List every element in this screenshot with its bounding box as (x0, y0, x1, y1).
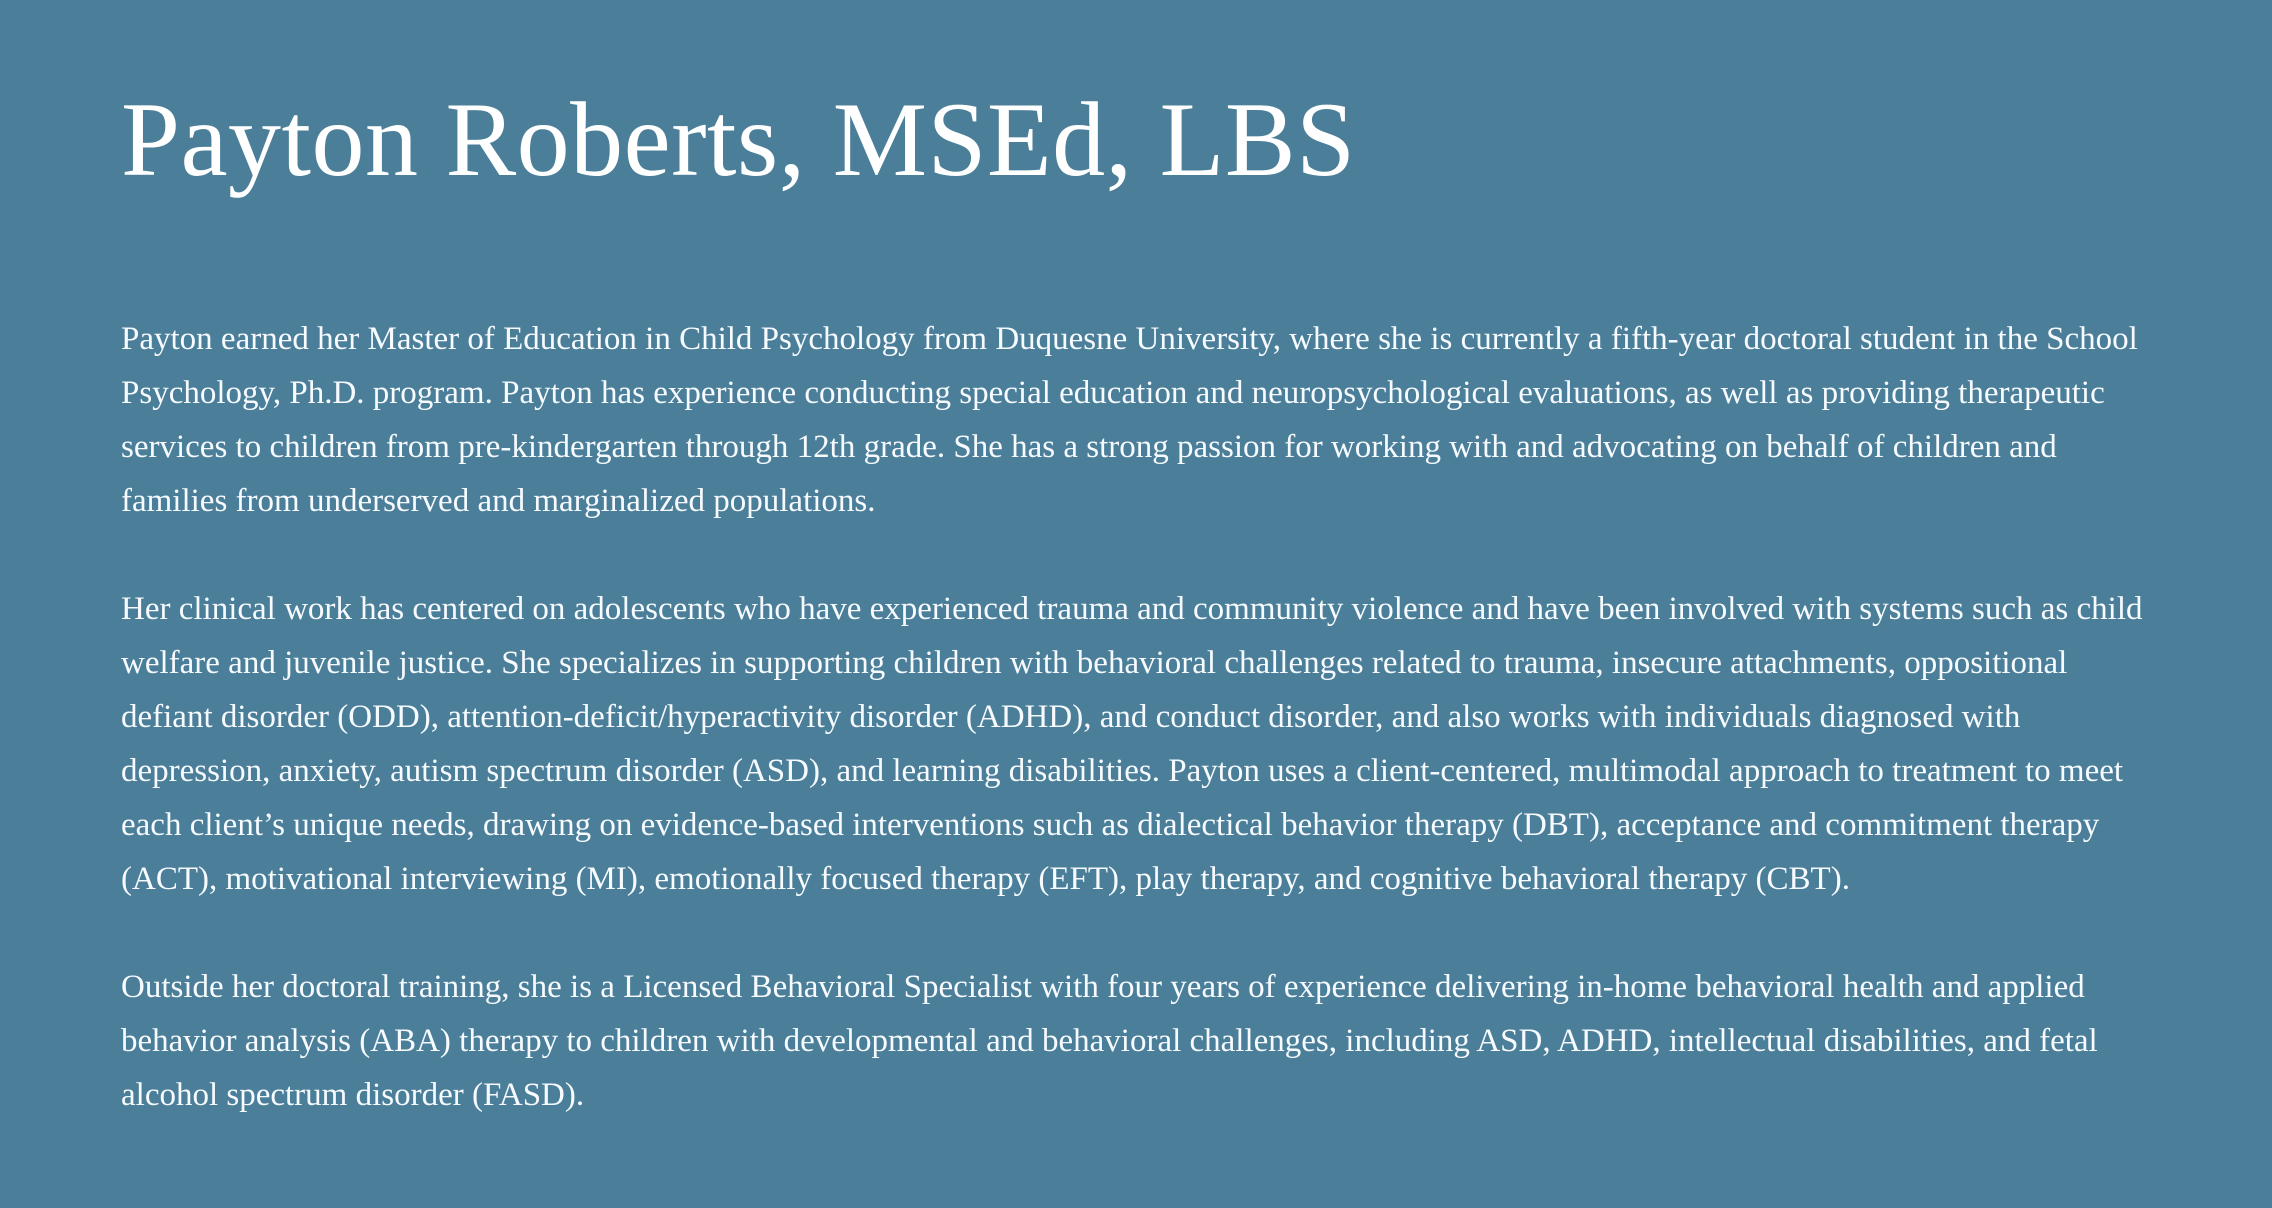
bio-paragraph-clinical-work: Her clinical work has centered on adolescents who have experienced trauma and community violence and have been involved with systems such as child welfare and juvenile justice. She specializes in supporting children with behavioral challenges related to trauma, insecure attachments, oppositional defiant disorder (ODD), attention-deficit/hyperactivity disorder (ADHD), and conduct disorder, and also works with individuals diagnosed with depression, anxiety, autism spectrum disorder (ASD), and learning disabilities. Payton uses a client-centered, multimodal approach to treatment to meet each client’s unique needs, drawing on evidence-based interventions such as dialectical behavior therapy (DBT), acceptance and commitment therapy (ACT), motivational interviewing (MI), emotionally focused therapy (EFT), play therapy, and cognitive behavioral therapy (CBT). (121, 591, 2143, 897)
bio-paragraph-education: Payton earned her Master of Education in Child Psychology from Duquesne University, where she is currently a fifth-year doctoral student in the School Psychology, Ph.D. program. Payton has experience conducting special education and neuropsychological evaluations, as well as providing therapeutic services to children from pre-kindergarten through 12th grade. She has a strong passion for working with and advocating on behalf of children and families from underserved and marginalized populations. (121, 321, 2138, 519)
bio-paragraph-behavioral-specialist: Outside her doctoral training, she is a Licensed Behavioral Specialist with four years of experience delivering in-home behavioral health and applied behavior analysis (ABA) therapy to children with developmental and behavioral challenges, including ASD, ADHD, intellectual disabilities, and fetal alcohol spectrum disorder (FASD). (121, 969, 2098, 1113)
profile-bio (121, 312, 2152, 1122)
profile-name-heading: Payton Roberts, MSEd, LBS (121, 81, 1356, 198)
